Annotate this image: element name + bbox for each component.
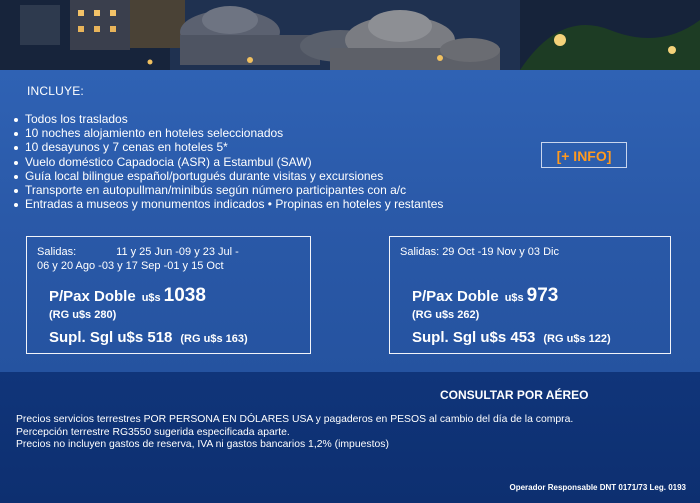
rg-amount: (RG u$s 262): [412, 309, 480, 321]
double-price: [49, 285, 206, 307]
departure-dates: [37, 245, 239, 273]
include-item: Todos los traslados: [12, 112, 443, 126]
price-amount: 973: [526, 285, 559, 306]
double-price: [412, 285, 558, 307]
include-item: 10 desayunos y 7 cenas en hoteles 5*: [12, 140, 443, 154]
dates-line1: 11 y 25 Jun -09 y 23 Jul -: [116, 246, 239, 258]
price-card-left: [26, 236, 311, 354]
supl-rg: (RG u$s 163): [180, 333, 248, 345]
hero-photo: [0, 0, 700, 70]
includes-list: [12, 112, 443, 211]
note-line: Precios servicios terrestres POR PERSONA EN DÓLARES USA y pagaderos en PESOS al cambio del día de la compra.: [16, 414, 574, 425]
rg-amount: (RG u$s 280): [49, 309, 117, 321]
operator-legal: Operador Responsable DNT 0171/73 Leg. 0193: [509, 483, 686, 492]
departure-dates: Salidas: 29 Oct -19 Nov y 03 Dic: [400, 246, 559, 258]
incluye-title: INCLUYE:: [27, 84, 84, 98]
price-label: P/Pax Doble: [412, 288, 499, 305]
single-supplement: [412, 329, 611, 346]
single-supplement: [49, 329, 248, 346]
currency: u$s: [141, 292, 161, 304]
supl-rg: (RG u$s 122): [543, 333, 611, 345]
include-item: Entradas a museos y monumentos indicados • Propinas en hoteles y restantes: [12, 197, 443, 211]
dates-label: Salidas:: [37, 246, 77, 258]
supl-amount: Supl. Sgl u$s 518: [49, 329, 173, 346]
supl-amount: Supl. Sgl u$s 453: [412, 329, 536, 346]
more-info-button[interactable]: [+ INFO]: [541, 142, 627, 168]
price-amount: 1038: [163, 285, 206, 306]
city-night-illustration: [0, 0, 700, 70]
consult-air-heading: CONSULTAR POR AÉREO: [440, 388, 589, 402]
dates-line2: 06 y 20 Ago -03 y 17 Sep -01 y 15 Oct: [37, 260, 224, 272]
include-item: Transporte en autopullman/minibús según número participantes con a/c: [12, 183, 443, 197]
include-item: 10 noches alojamiento en hoteles seleccionados: [12, 126, 443, 140]
note-line: Percepción terrestre RG3550 sugerida especificada aparte.: [16, 426, 290, 438]
price-card-right: [389, 236, 671, 354]
price-label: P/Pax Doble: [49, 288, 136, 305]
include-item: Vuelo doméstico Capadocia (ASR) a Estambul (SAW): [12, 155, 443, 169]
currency: u$s: [504, 292, 524, 304]
price-notes: [16, 414, 573, 452]
include-item: Guía local bilingue español/portugués durante visitas y excursiones: [12, 169, 443, 183]
note-line: Precios no incluyen gastos de reserva, IVA ni gastos bancarios 1,2% (impuestos): [16, 439, 389, 451]
